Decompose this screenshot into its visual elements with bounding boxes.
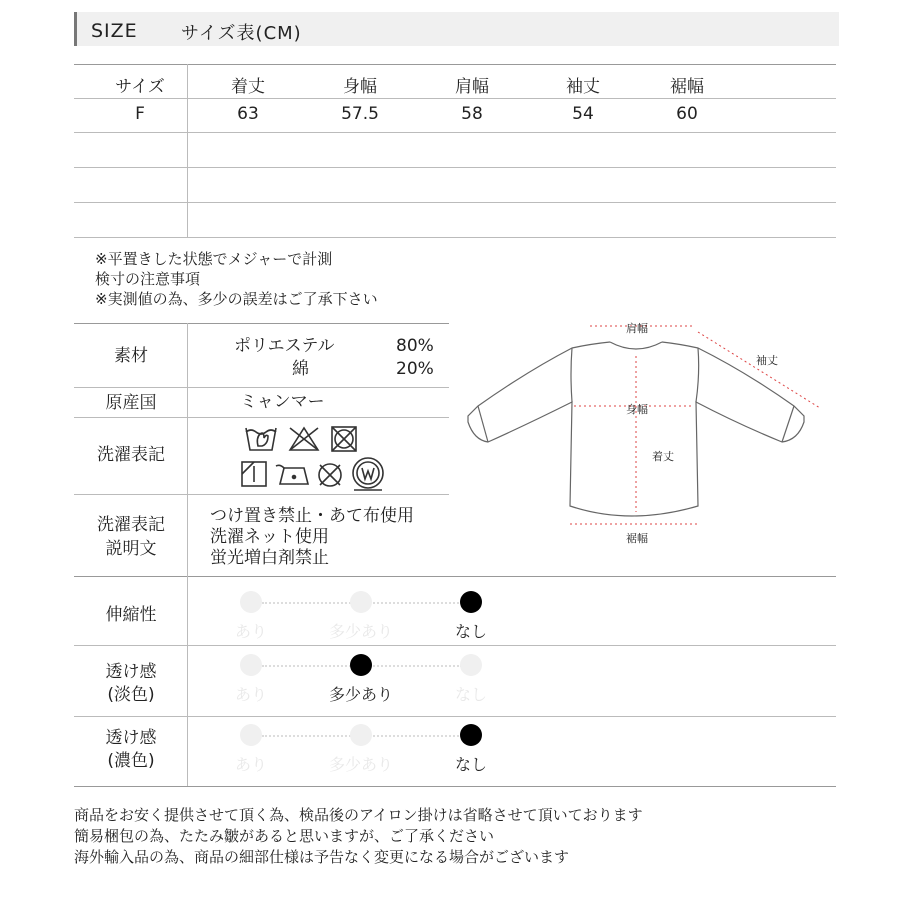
diagram-label-hem: 裾幅 <box>626 532 648 545</box>
stretch-dot-2 <box>350 591 372 613</box>
sweatshirt-illustration <box>460 312 836 552</box>
no-dry-clean-icon <box>319 464 341 486</box>
sheer-dark-option-1: あり <box>234 755 267 774</box>
footer-line-2: 簡易梱包の為、たたみ皺があると思いますが、ご了承ください <box>74 827 495 845</box>
stretch-option-3: なし <box>454 622 487 641</box>
material-label: 素材 <box>114 346 148 366</box>
diagram-label-shoulder: 肩幅 <box>626 322 648 335</box>
table-cell-sleeve: 54 <box>572 104 594 124</box>
material-pct-2: 20% <box>396 359 434 379</box>
column-header-shoulder: 肩幅 <box>455 77 489 97</box>
diagram-label-sleeve: 袖丈 <box>756 354 778 367</box>
sheer-dark-label-1: 透け感 <box>105 728 157 748</box>
care-desc-label-2: 説明文 <box>105 539 157 559</box>
size-label: SIZE <box>91 20 138 42</box>
care-desc-line-3: 蛍光増白剤禁止 <box>210 548 329 568</box>
table-cell-body-width: 57.5 <box>341 104 379 124</box>
column-header-length: 着丈 <box>231 77 265 97</box>
stretch-dot-3 <box>460 591 482 613</box>
note-line-3: ※実測値の為、多少の誤差はご了承下さい <box>95 290 378 308</box>
sheer-light-dot-2 <box>350 654 372 676</box>
footer-line-3: 海外輸入品の為、商品の細部仕様は予告なく変更になる場合がございます <box>74 848 570 866</box>
sheer-light-dot-3 <box>460 654 482 676</box>
origin-label: 原産国 <box>105 393 157 413</box>
care-label: 洗濯表記 <box>97 445 165 465</box>
table-cell-length: 63 <box>237 104 259 124</box>
line-dry-shade-icon <box>242 462 266 486</box>
footer-line-1: 商品をお安く提供させて頂く為、検品後のアイロン掛けは省略させて頂いております <box>74 806 643 824</box>
sheer-light-option-3: なし <box>454 685 487 704</box>
stretch-option-2: 多少あり <box>328 622 393 641</box>
sheer-dark-label-2: (濃色) <box>107 751 155 771</box>
column-header-body-width: 身幅 <box>343 77 377 97</box>
table-cell-shoulder: 58 <box>461 104 483 124</box>
section-header <box>74 12 839 46</box>
table-cell-hem: 60 <box>676 104 698 124</box>
sheer-light-label-1: 透け感 <box>105 662 157 682</box>
sheer-light-dot-1 <box>240 654 262 676</box>
hand-wash-icon <box>246 428 276 450</box>
material-name-1: ポリエステル <box>234 336 335 356</box>
diagram-label-body-width: 身幅 <box>626 403 648 416</box>
sheer-dark-dot-1 <box>240 724 262 746</box>
diagram-label-length: 着丈 <box>652 450 674 463</box>
page-title: サイズ表(CM) <box>181 23 302 44</box>
sheer-dark-dot-2 <box>350 724 372 746</box>
note-line-1: ※平置きした状態でメジャーで計測 <box>95 250 333 268</box>
care-desc-line-2: 洗濯ネット使用 <box>210 527 329 547</box>
care-symbols <box>236 420 396 492</box>
origin-value: ミャンマー <box>240 392 325 412</box>
sheer-dark-dot-3 <box>460 724 482 746</box>
column-header-hem: 裾幅 <box>670 77 704 97</box>
table-cell-size: F <box>135 104 145 124</box>
garment-diagram <box>460 312 836 552</box>
no-tumble-dry-icon <box>332 427 356 451</box>
sheer-light-option-2: 多少あり <box>328 685 393 704</box>
sheer-dark-option-2: 多少あり <box>328 755 393 774</box>
stretch-option-1: あり <box>234 622 267 641</box>
wet-clean-icon <box>353 458 383 490</box>
iron-low-icon <box>276 465 308 484</box>
care-desc-line-1: つけ置き禁止・あて布使用 <box>210 506 414 526</box>
stretch-dot-1 <box>240 591 262 613</box>
sheer-dark-option-3: なし <box>454 755 487 774</box>
care-desc-label-1: 洗濯表記 <box>97 515 165 535</box>
column-header-sleeve: 袖丈 <box>566 77 600 97</box>
stretch-label: 伸縮性 <box>105 605 157 625</box>
note-line-2: 検寸の注意事項 <box>95 270 201 288</box>
sheer-light-label-2: (淡色) <box>107 685 155 705</box>
column-header-size: サイズ <box>115 77 165 97</box>
no-bleach-icon <box>290 428 318 450</box>
material-pct-1: 80% <box>396 336 434 356</box>
material-name-2: 綿 <box>292 359 309 379</box>
sheer-light-option-1: あり <box>234 685 267 704</box>
